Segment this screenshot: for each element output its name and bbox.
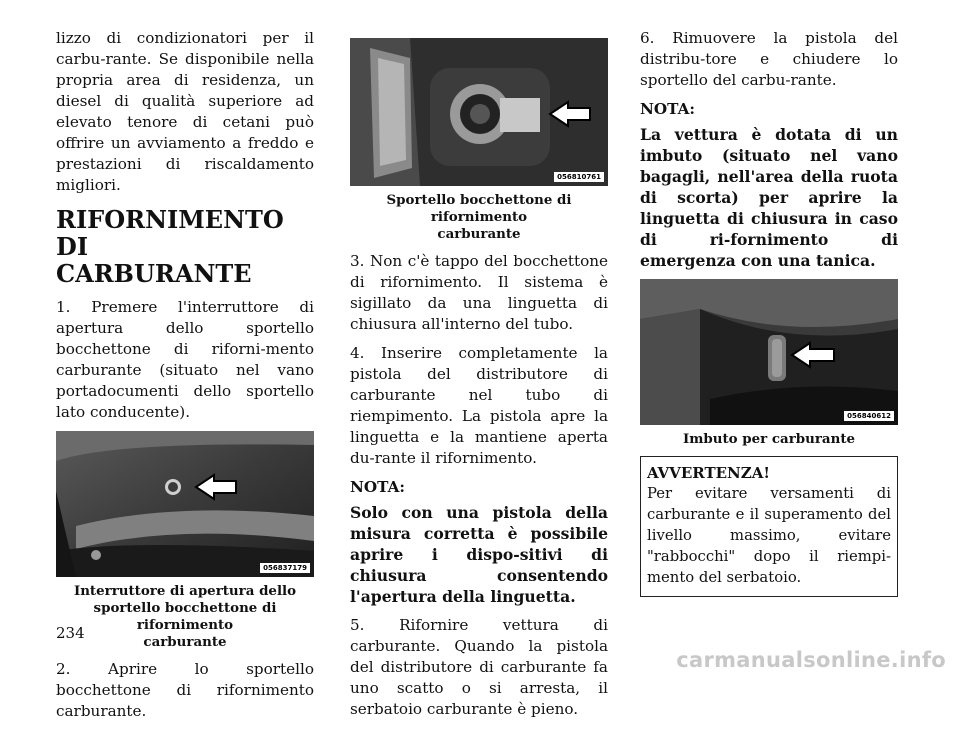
- step-6: 6. Rimuovere la pistola del distribu-tore e chiudere lo sportello del carbu-rante.: [640, 29, 898, 89]
- warning-box: [640, 456, 898, 597]
- nota-text: Solo con una pistola della misura corretta è possibile aprire i dispo-sitivi di chiusura consentendo l'apertura della linguetta.: [350, 503, 608, 606]
- step-4: 4. Inserire completamente la pistola del distributore di carburante nel tubo di riempimento. La pistola apre la linguetta e la mantiene aperta du-rante il rifornimento.: [350, 344, 608, 467]
- warning-text: Per evitare versamenti di carburante e il superamento del livello massimo, evitare "rabbocchi" dopo il riempi-mento del serbatoio.: [647, 485, 891, 586]
- nota-label: NOTA:: [350, 478, 405, 496]
- step-2: 2. Aprire lo sportello bocchettone di rifornimento carburante.: [56, 660, 314, 720]
- column-right: [640, 28, 898, 597]
- photo-code: 056840612: [844, 411, 894, 421]
- photo-code: 056810761: [554, 172, 604, 182]
- photo-code: 056837179: [260, 563, 310, 573]
- column-left: [56, 28, 314, 730]
- fuel-door-switch-illustration: [56, 431, 314, 577]
- column-middle: [350, 28, 608, 728]
- fuel-door-illustration: [350, 38, 608, 186]
- intro-paragraph: lizzo di condizionatori per il carbu-rante. Se disponibile nella propria area di residenza, un diesel di qualità superiore ad elevato tenore di cetani può offrire un avviamento a freddo e prestazioni di riscaldamento migliori.: [56, 29, 314, 194]
- watermark: carmanualsonline.info: [676, 648, 946, 672]
- step-5: 5. Rifornire vettura di carburante. Quando la pistola del distributore di carburante fa uno scatto o si arresta, il serbatoio carburante è pieno.: [350, 616, 608, 718]
- nota-text: La vettura è dotata di un imbuto (situato nel vano bagagli, nell'area della ruota di scorta) per aprire la linguetta di chiusura in caso di ri-fornimento di emergenza con una tanica.: [640, 125, 898, 270]
- fuel-door-switch-photo: [56, 431, 314, 577]
- fuel-funnel-illustration: [640, 279, 898, 425]
- step-1: 1. Premere l'interruttore di apertura dello sportello bocchettone di riforni-mento carburante (situato nel vano portadocumenti dello sportello lato conducente).: [56, 298, 314, 421]
- nota-label: NOTA:: [640, 100, 695, 118]
- fuel-funnel-photo: [640, 279, 898, 425]
- step-3: 3. Non c'è tappo del bocchettone di rifornimento. Il sistema è sigillato da una linguetta di chiusura all'interno del tubo.: [350, 252, 608, 333]
- section-heading: RIFORNIMENTO DI CARBURANTE: [56, 205, 284, 288]
- page-number: 234: [56, 624, 85, 642]
- photo-caption: Sportello bocchettone di rifornimento carburante: [386, 192, 572, 242]
- warning-title: AVVERTENZA!: [647, 464, 770, 482]
- fuel-door-photo: [350, 38, 608, 186]
- photo-caption: Imbuto per carburante: [682, 431, 856, 447]
- photo-caption: Interruttore di apertura dello sportello bocchettone di rifornimento carburante: [73, 583, 297, 650]
